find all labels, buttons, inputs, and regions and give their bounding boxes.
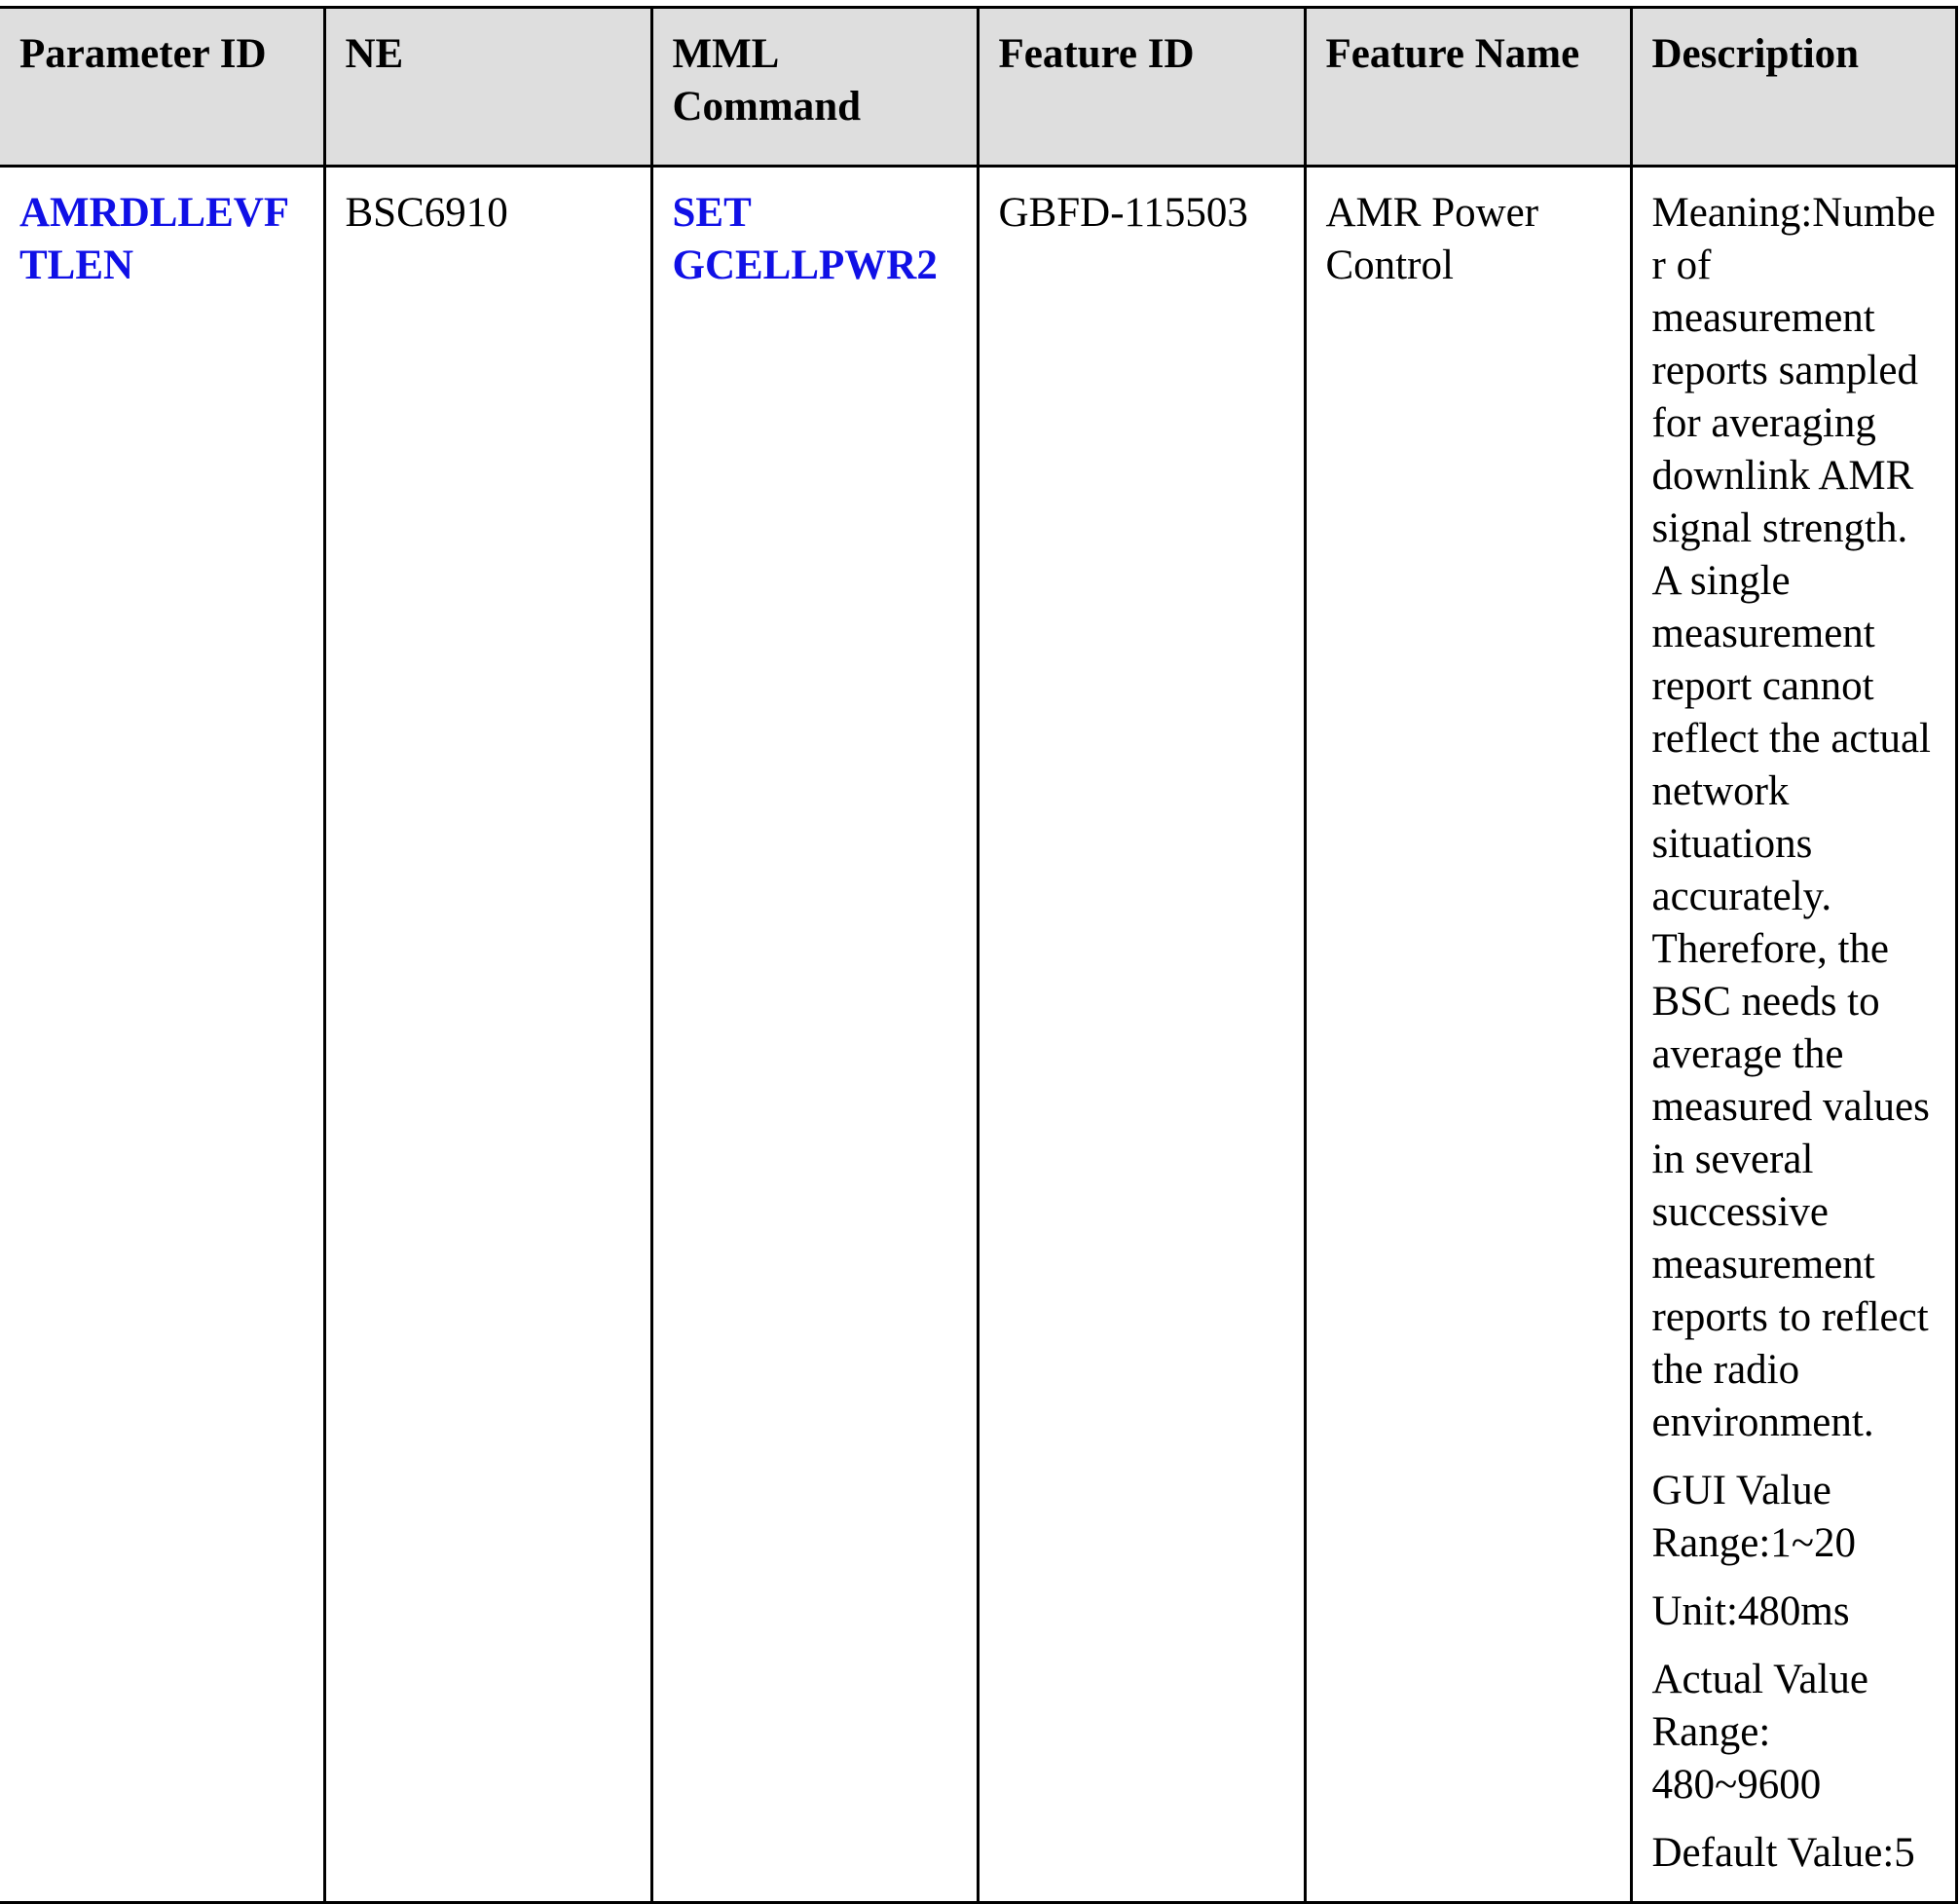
header-mml-command: MML Command	[651, 8, 978, 167]
description-unit: Unit:480ms	[1651, 1588, 1850, 1634]
table-row	[0, 167, 1956, 1903]
description-actual-value-range: Actual Value Range: 480~9600	[1651, 1657, 1868, 1808]
mml-command-link[interactable]: SET GCELLPWR2	[672, 190, 938, 288]
header-feature-name: Feature Name	[1305, 8, 1631, 167]
description-default-value: Default Value:5	[1651, 1830, 1915, 1876]
description-gui-value-range: GUI Value Range:1~20	[1651, 1468, 1857, 1566]
header-feature-id: Feature ID	[978, 8, 1305, 167]
cell-mml-command	[651, 167, 978, 1903]
cell-description	[1631, 167, 1956, 1903]
table-header	[0, 8, 1956, 167]
description-meaning: Meaning:Number of measurement reports sampled for averaging downlink AMR signal strength. A single measurement report cannot reflect the actual network situations accurately. Therefore, the BSC needs to average the measured values in several successive measurement reports to reflect the radio environment.	[1651, 190, 1936, 1445]
cell-feature-name: AMR Power Control	[1305, 167, 1631, 1903]
header-row	[0, 8, 1956, 167]
cell-feature-id: GBFD-115503	[978, 167, 1305, 1903]
header-description: Description	[1631, 8, 1956, 167]
parameter-id-link[interactable]: AMRDLLEVFTLEN	[19, 190, 290, 288]
table-body	[0, 167, 1956, 1903]
header-parameter-id: Parameter ID	[0, 8, 324, 167]
cell-ne: BSC6910	[324, 167, 651, 1903]
cell-parameter-id	[0, 167, 324, 1903]
parameter-table	[0, 6, 1958, 1904]
header-ne: NE	[324, 8, 651, 167]
